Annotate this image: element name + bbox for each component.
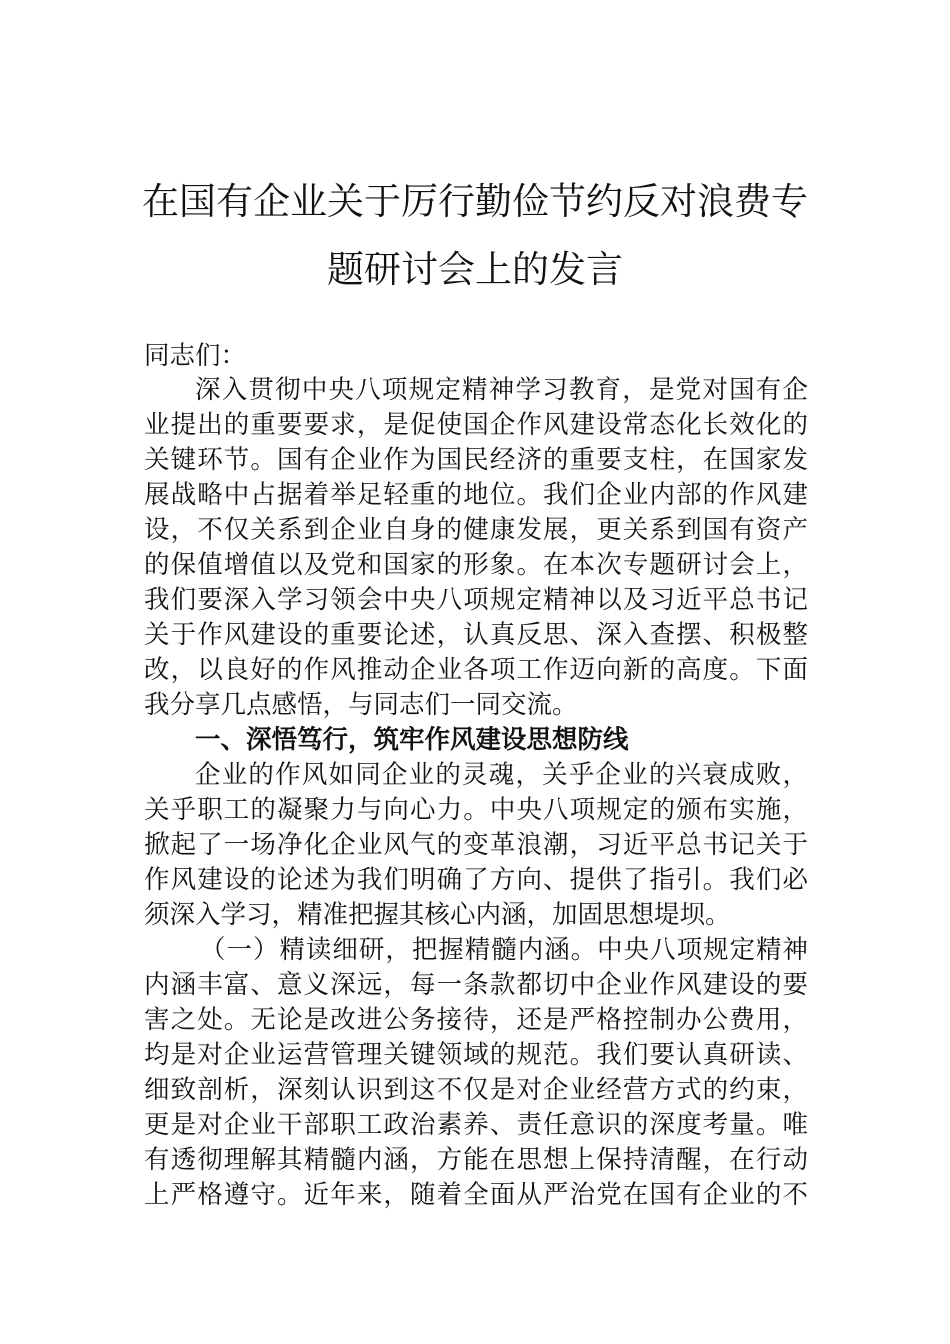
paragraph-1-line: 的保值增值以及党和国家的形象。在本次专题研讨会上， [144,550,808,580]
paragraph-3-line: 均是对企业运营管理关键领域的规范。我们要认真研读、 [144,1040,808,1070]
paragraph-3-line: 内涵丰富、意义深远，每一条款都切中企业作风建设的要 [144,970,808,1000]
paragraph-1-line: 改，以良好的作风推动企业各项工作迈向新的高度。下面 [144,655,808,685]
paragraph-1-line: 我们要深入学习领会中央八项规定精神以及习近平总书记 [144,585,808,615]
paragraph-1-line: 深入贯彻中央八项规定精神学习教育，是党对国有企 [195,375,808,405]
paragraph-2-line: 作风建设的论述为我们明确了方向、提供了指引。我们必 [144,865,808,895]
paragraph-1-line: 设，不仅关系到企业自身的健康发展，更关系到国有资产 [144,515,808,545]
paragraph-3-line: 上严格遵守。近年来，随着全面从严治党在国有企业的不 [144,1180,808,1210]
document-title-line-1: 在国有企业关于厉行勤俭节约反对浪费专 [142,180,808,223]
paragraph-1-line: 展战略中占据着举足轻重的地位。我们企业内部的作风建 [144,480,808,510]
paragraph-2-line: 关乎职工的凝聚力与向心力。中央八项规定的颁布实施， [144,795,808,825]
paragraph-1-line: 关于作风建设的重要论述，认真反思、深入查摆、积极整 [144,620,808,650]
section-heading-1: 一、深悟笃行，筑牢作风建设思想防线 [195,725,629,755]
paragraph-3-line: 有透彻理解其精髓内涵，方能在思想上保持清醒，在行动 [144,1145,808,1175]
paragraph-2-line: 掀起了一场净化企业风气的变革浪潮，习近平总书记关于 [144,830,808,860]
paragraph-3-line: 更是对企业干部职工政治素养、责任意识的深度考量。唯 [144,1110,808,1140]
salutation: 同志们： [144,341,247,371]
paragraph-3-line: 细致剖析，深刻认识到这不仅是对企业经营方式的约束， [144,1075,808,1105]
paragraph-2-line: 须深入学习，精准把握其核心内涵，加固思想堤坝。 [144,900,731,930]
paragraph-1-line: 业提出的重要要求，是促使国企作风建设常态化长效化的 [144,410,808,440]
paragraph-1-line: 关键环节。国有企业作为国民经济的重要支柱，在国家发 [144,445,808,475]
document-title-line-2: 题研讨会上的发言 [327,248,623,291]
paragraph-3-line: （一）精读细研，把握精髓内涵。中央八项规定精神 [200,935,808,965]
paragraph-3-line: 害之处。无论是改进公务接待，还是严格控制办公费用， [144,1005,808,1035]
paragraph-2-line: 企业的作风如同企业的灵魂，关乎企业的兴衰成败， [195,760,808,790]
paragraph-1-line: 我分享几点感悟，与同志们一同交流。 [144,690,578,720]
